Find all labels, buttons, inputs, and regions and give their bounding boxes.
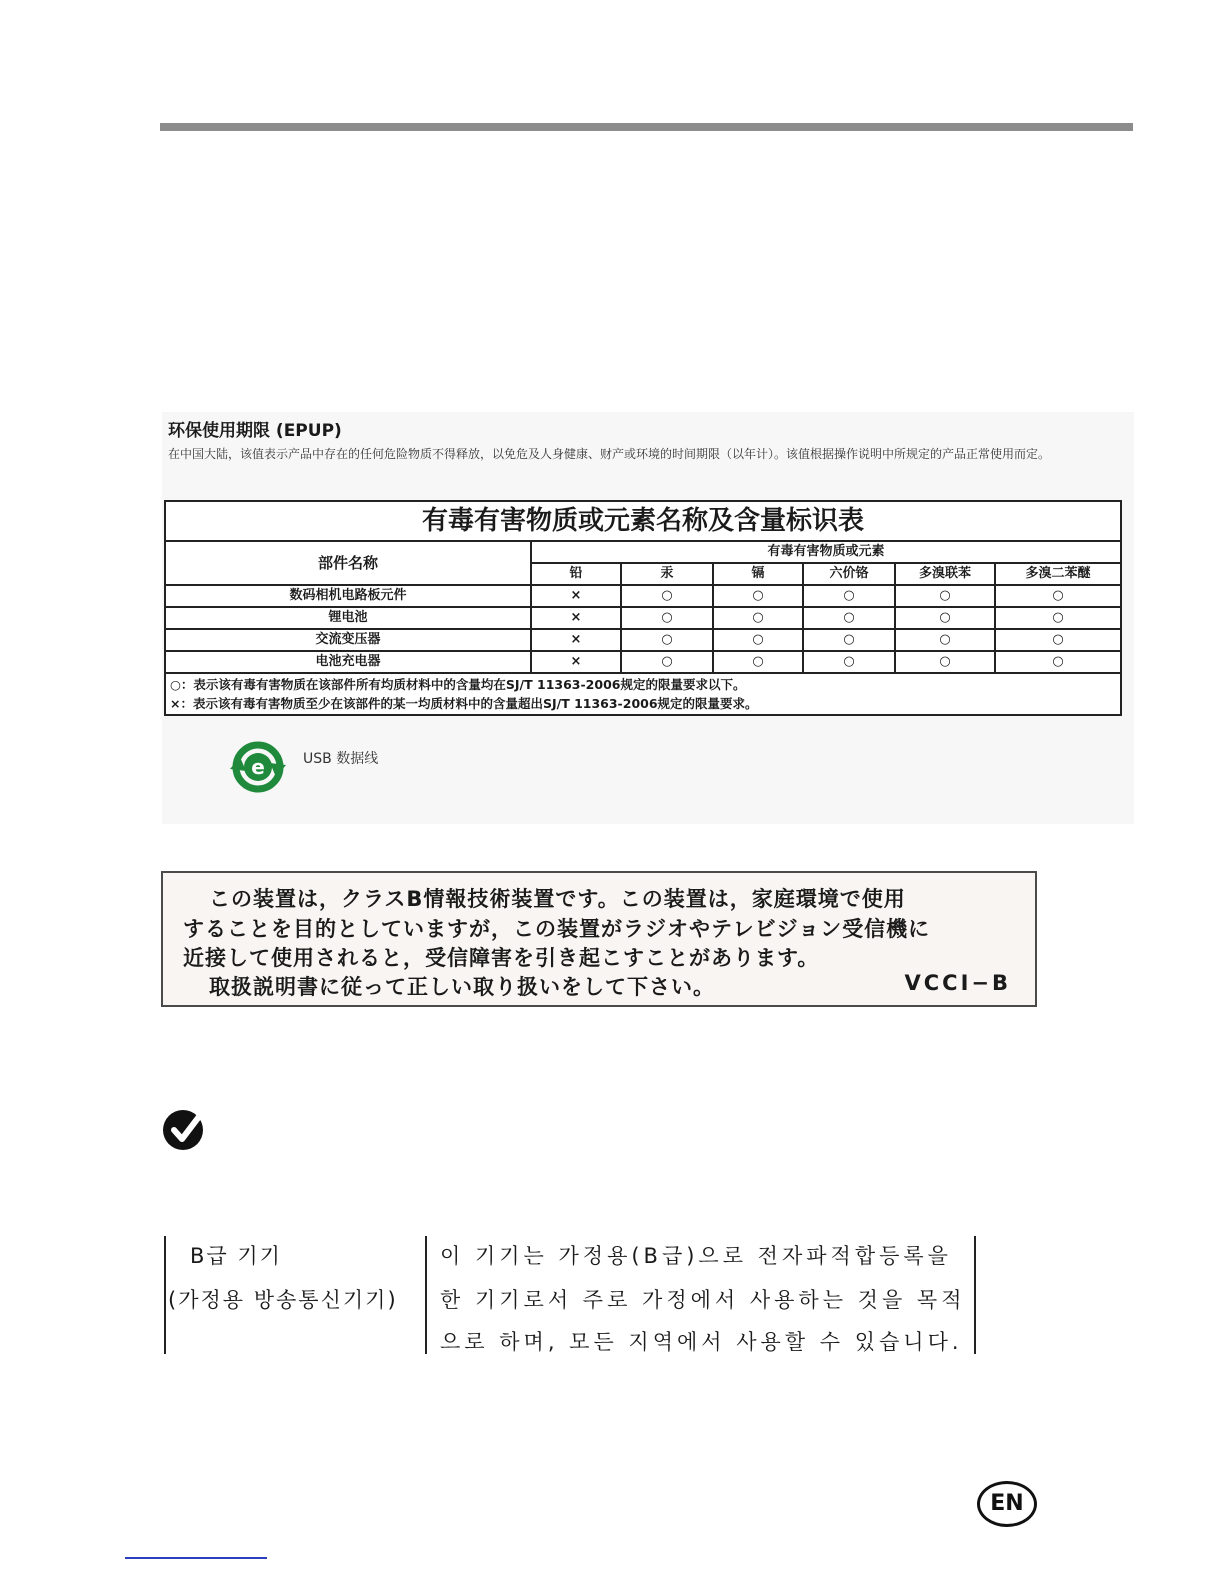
- epup-e-recycle-icon: [226, 735, 290, 799]
- mark-cell: ○: [995, 651, 1121, 673]
- vcci-line-2: することを目的としていますが，この装置がラジオやテレビジョン受信機に: [183, 917, 931, 941]
- epup-section: [162, 412, 1134, 824]
- part-name: 电池充电器: [165, 651, 531, 673]
- korean-line-3: 으로 하며, 모든 지역에서 사용할 수 있습니다.: [440, 1330, 963, 1354]
- table-row: [165, 607, 1121, 629]
- hazardous-substances-table: [164, 500, 1122, 716]
- svg-text:e: e: [251, 755, 265, 779]
- epup-description: 在中国大陆，该值表示产品中存在的任何危险物质不得释放，以免危及人身健康、财产或环境的时间期限（以年计）。该值根据操作说明中所规定的产品正常使用而定。: [168, 447, 1051, 461]
- mark-cell: ○: [713, 651, 803, 673]
- substances-header: 有毒有害物质或元素: [531, 541, 1121, 563]
- divider: [425, 1236, 427, 1354]
- mark-cell: ×: [531, 607, 621, 629]
- substance-header: 镉: [713, 563, 803, 585]
- mark-cell: ○: [895, 585, 995, 607]
- table-title: 有毒有害物质或元素名称及含量标识表: [165, 501, 1121, 541]
- mark-cell: ○: [803, 607, 895, 629]
- korean-line-1: 이 기기는 가정용(B급)으로 전자파적합등록을: [440, 1244, 952, 1268]
- mark-cell: ×: [531, 651, 621, 673]
- part-name: 交流变压器: [165, 629, 531, 651]
- mark-cell: ○: [621, 651, 713, 673]
- part-name: 数码相机电路板元件: [165, 585, 531, 607]
- vcci-code: VCCI−B: [904, 971, 1011, 995]
- part-name-header: 部件名称: [165, 541, 531, 585]
- mark-cell: ○: [895, 629, 995, 651]
- mark-cell: ○: [621, 607, 713, 629]
- substance-header: 六价铬: [803, 563, 895, 585]
- mark-cell: ○: [895, 607, 995, 629]
- vcci-statement: [161, 871, 1037, 1007]
- mark-cell: ○: [713, 607, 803, 629]
- c-tick-icon: [161, 1109, 209, 1151]
- mark-cell: ×: [531, 585, 621, 607]
- korean-class-b-statement: [164, 1236, 976, 1354]
- device-class-label: B급 기기: [190, 1244, 282, 1268]
- mark-cell: ○: [995, 629, 1121, 651]
- mark-cell: ○: [995, 585, 1121, 607]
- vcci-line-1: この装置は，クラスB情報技術装置です。この装置は，家庭環境で使用: [209, 887, 906, 911]
- vcci-line-4: 取扱説明書に従って正しい取り扱いをして下さい。: [209, 975, 715, 999]
- mark-cell: ○: [713, 585, 803, 607]
- mark-cell: ○: [621, 629, 713, 651]
- substance-header: 铅: [531, 563, 621, 585]
- mark-cell: ○: [803, 585, 895, 607]
- korean-line-2: 한 기기로서 주로 가정에서 사용하는 것을 목적: [440, 1288, 966, 1312]
- divider: [974, 1236, 976, 1354]
- device-class-sublabel: (가정용 방송통신기기): [168, 1288, 398, 1312]
- mark-cell: ○: [895, 651, 995, 673]
- part-name: 锂电池: [165, 607, 531, 629]
- substance-header: 多溴二苯醚: [995, 563, 1121, 585]
- mark-cell: ×: [531, 629, 621, 651]
- table-notes: [165, 673, 1121, 715]
- table-row: [165, 629, 1121, 651]
- mark-cell: ○: [995, 607, 1121, 629]
- mark-cell: ○: [621, 585, 713, 607]
- note-o: ○：表示该有毒有害物质在该部件所有均质材料中的含量均在SJ/T 11363-2006规定的限量要求以下。: [170, 677, 746, 692]
- table-row: [165, 585, 1121, 607]
- substance-header: 汞: [621, 563, 713, 585]
- mark-cell: ○: [713, 629, 803, 651]
- table-row: [165, 651, 1121, 673]
- mark-cell: ○: [803, 651, 895, 673]
- usb-cable-label: USB 数据线: [303, 751, 379, 767]
- note-x: ×：表示该有毒有害物质至少在该部件的某一均质材料中的含量超出SJ/T 11363-2006规定的限量要求。: [170, 696, 758, 711]
- substance-header: 多溴联苯: [895, 563, 995, 585]
- language-badge: EN: [977, 1481, 1037, 1527]
- header-rule: [160, 123, 1133, 131]
- vcci-line-3: 近接して使用されると，受信障害を引き起こすことがあります。: [183, 946, 820, 970]
- mark-cell: ○: [803, 629, 895, 651]
- epup-title: 环保使用期限 (EPUP): [168, 421, 342, 441]
- divider: [164, 1236, 166, 1354]
- footer-link-underline: [125, 1557, 267, 1559]
